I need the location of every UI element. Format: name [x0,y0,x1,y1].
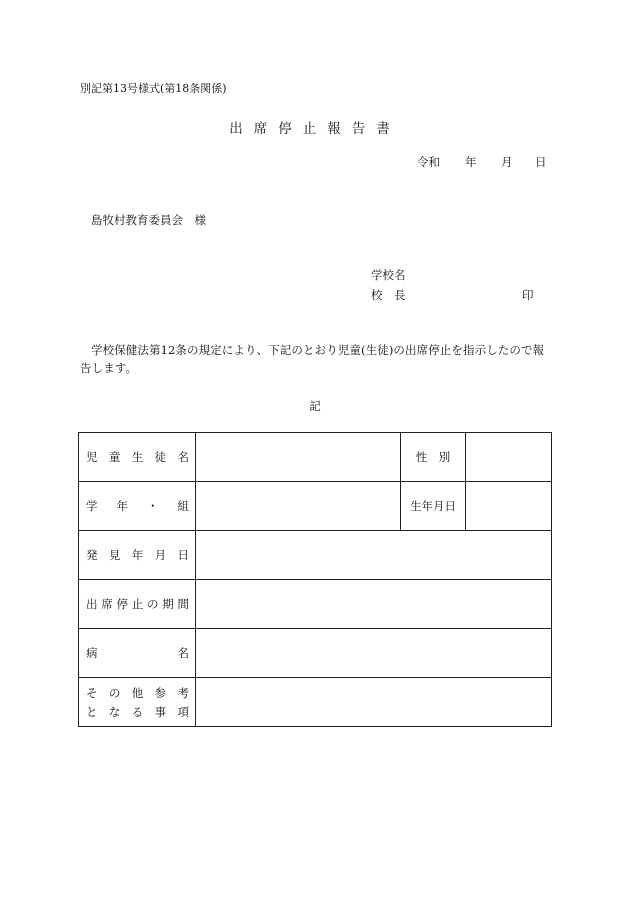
table-row [79,433,552,482]
table-row [79,482,552,531]
date-era: 令和 [417,155,440,169]
gender-field[interactable] [466,433,552,482]
table-row [79,531,552,580]
table-row [79,678,552,727]
suspension-period-field[interactable] [196,580,552,629]
suspension-period-label: 出 席 停 止 の 期 間 [79,580,196,629]
ki-heading: 記 [309,399,321,413]
addressee: 島牧村教育委員会 様 [91,213,206,227]
student-name-label: 児 童 生 徒 名 [79,433,196,482]
illness-label: 病 名 [79,629,196,678]
report-table [78,432,552,727]
gender-label: 性 別 [401,433,466,482]
table-row [79,580,552,629]
grade-class-field[interactable] [196,482,401,531]
discovery-date-field[interactable] [196,531,552,580]
birthdate-label: 生年月日 [401,482,466,531]
seal-mark: 印 [522,288,534,302]
other-notes-label: そ の 他 参 考 と な る 事 項 [79,678,196,727]
date-month: 月 [501,155,513,169]
principal-label: 校 長 [371,288,406,302]
date-day: 日 [535,155,547,169]
student-name-field[interactable] [196,433,401,482]
form-number: 別記第13号様式(第18条関係) [80,82,227,95]
report-body-text: 学校保健法第12条の規定により、下記のとおり児童(生徒)の出席停止を指示したので報告します。 [80,343,545,375]
date-year: 年 [465,155,477,169]
birthdate-field[interactable] [466,482,552,531]
document-title: 出席停止報告書 [229,121,401,137]
school-name-label: 学校名 [371,268,406,282]
grade-class-label: 学 年 ・ 組 [79,482,196,531]
discovery-date-label: 発 見 年 月 日 [79,531,196,580]
illness-field[interactable] [196,629,552,678]
table-row [79,629,552,678]
other-notes-field[interactable] [196,678,552,727]
